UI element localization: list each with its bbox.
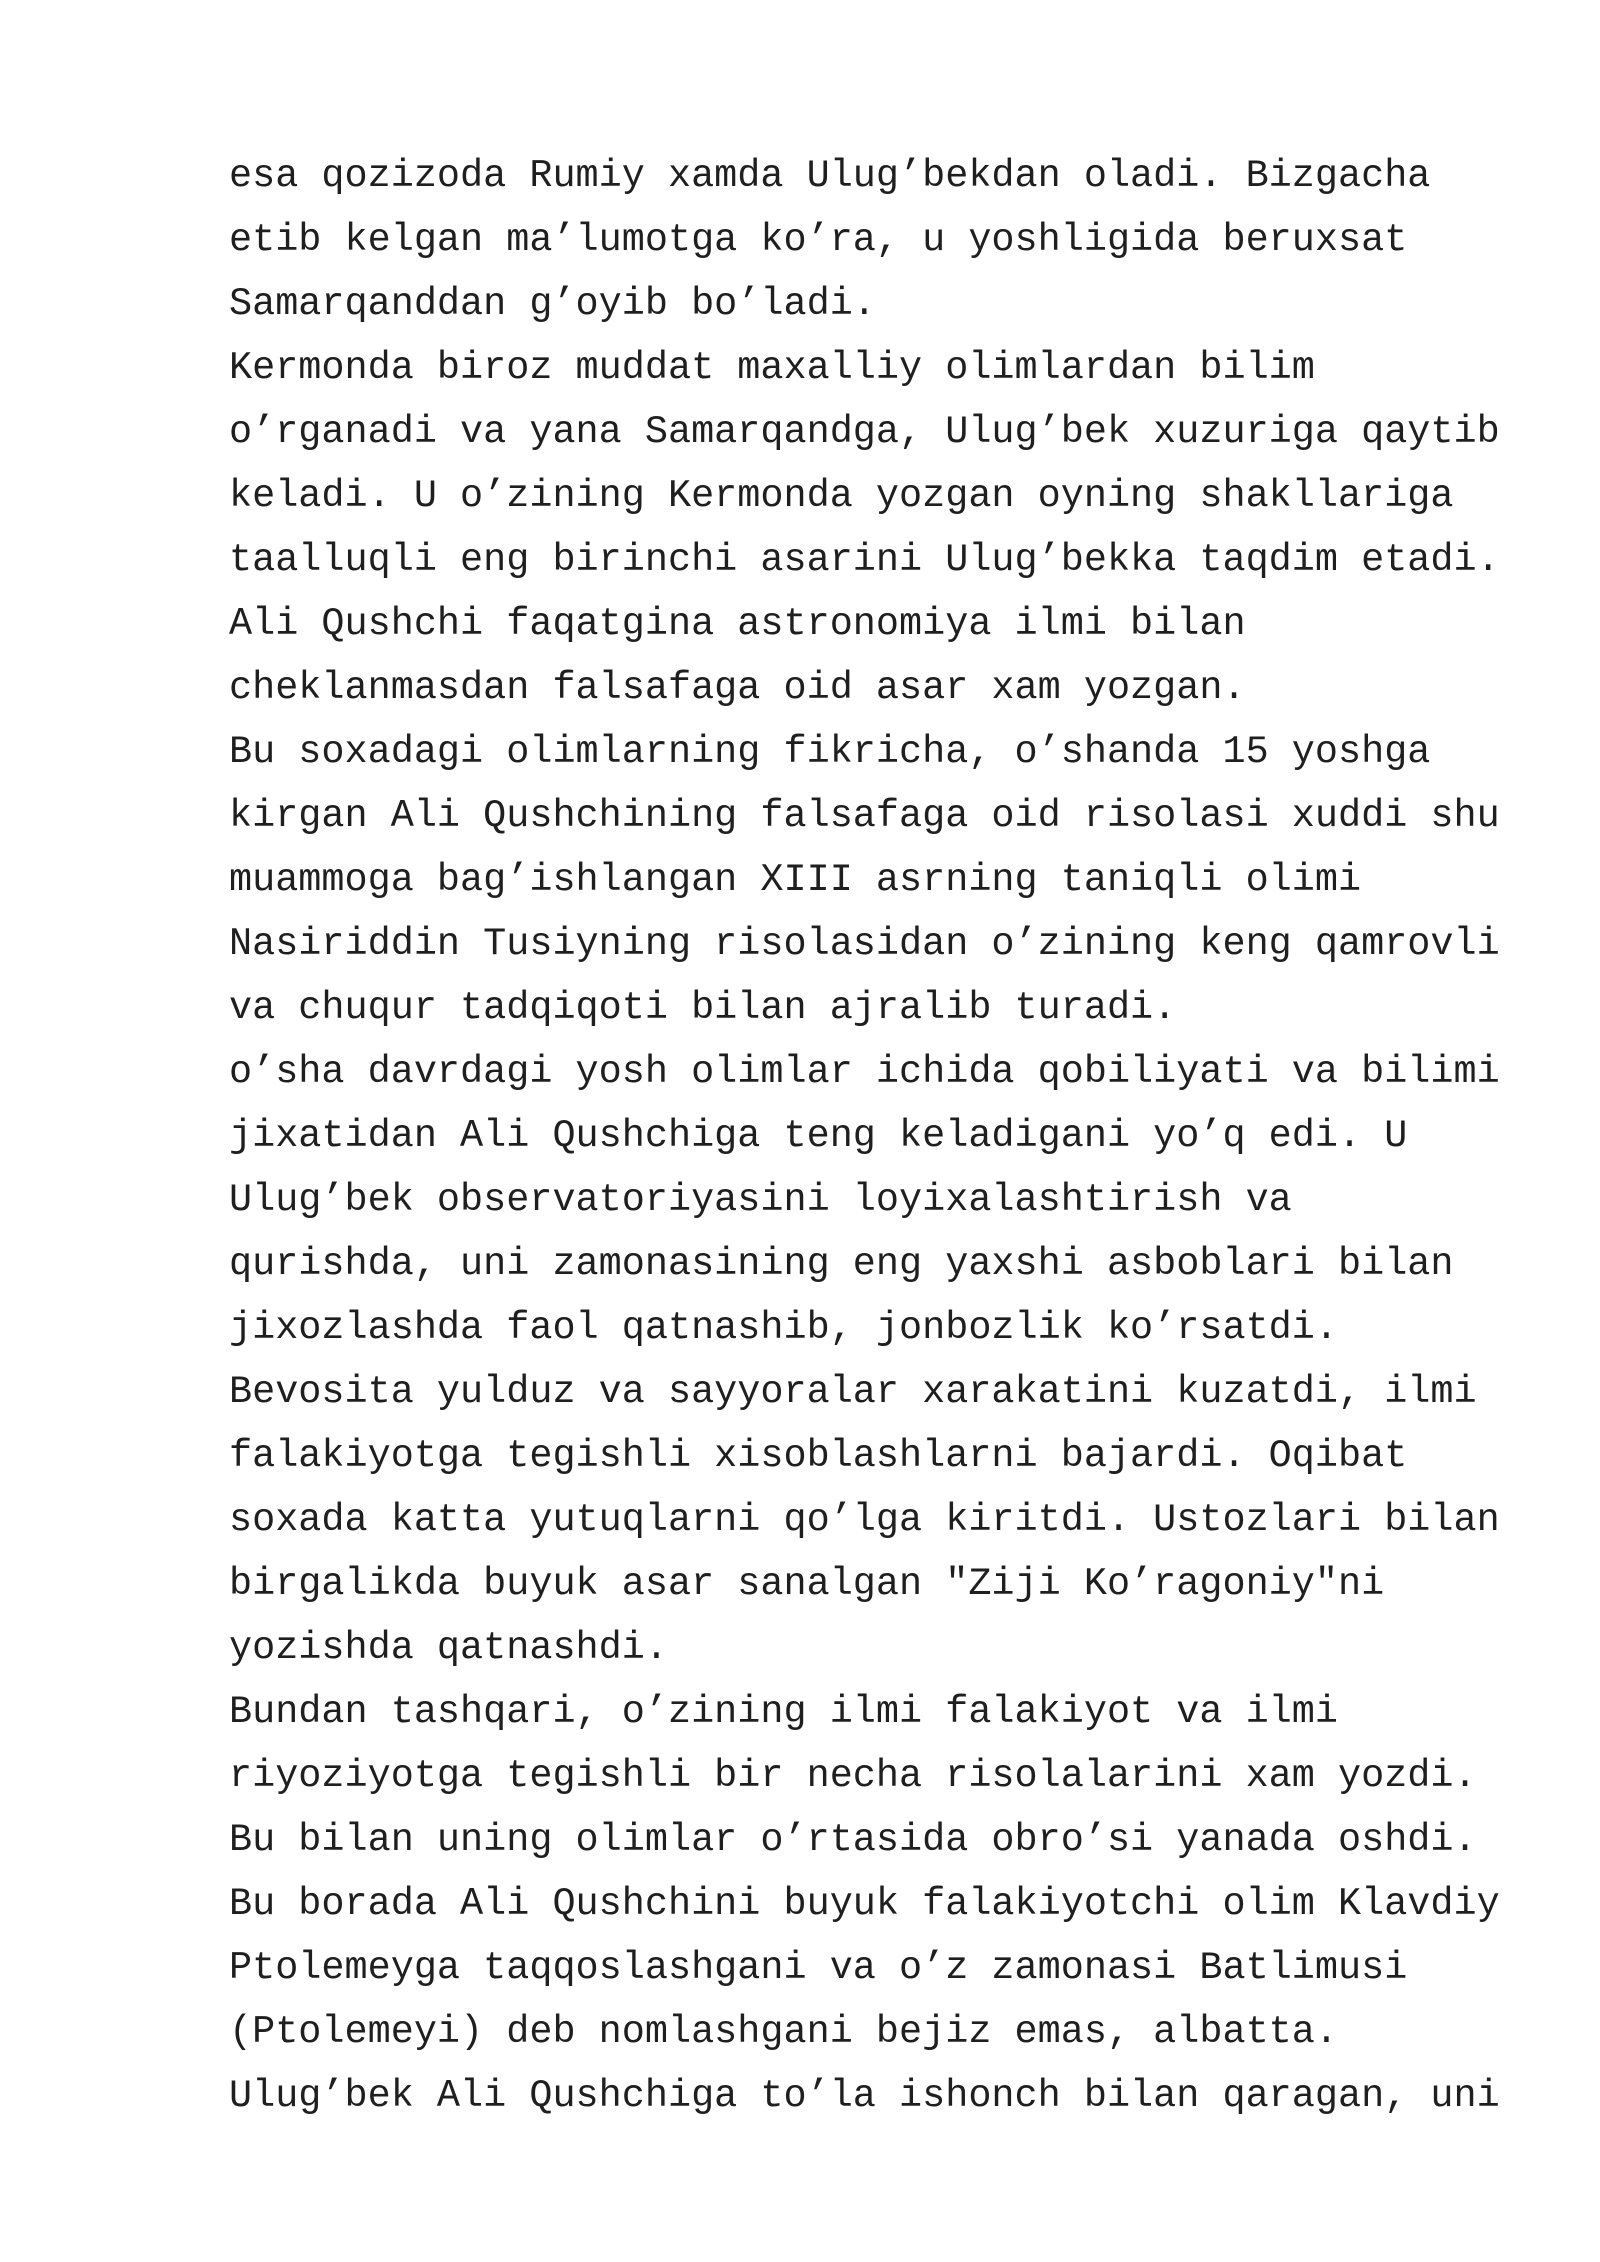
text-line: qurishda, uni zamonasining eng yaxshi asboblari bilan: [229, 1242, 1454, 1286]
text-line: Nasiriddin Tusiyning risolasidan o’zining keng qamrovli: [229, 922, 1500, 966]
text-line: o’rganadi va yana Samarqandga, Ulug’bek xuzuriga qaytib: [229, 410, 1500, 454]
text-line: jixatidan Ali Qushchiga teng keladigani yo’q edi. U: [229, 1114, 1408, 1158]
text-line: Ulug’bek observatoriyasini loyixalashtirish va: [229, 1178, 1292, 1222]
text-line: falakiyotga tegishli xisoblashlarni bajardi. Oqibat: [229, 1434, 1408, 1478]
text-line: riyoziyotga tegishli bir necha risolalarini xam yozdi.: [229, 1754, 1477, 1798]
text-line: taalluqli eng birinchi asarini Ulug’bekka taqdim etadi.: [229, 538, 1500, 582]
text-line: Bu bilan uning olimlar o’rtasida obro’si yanada oshdi.: [229, 1818, 1477, 1862]
text-line: kirgan Ali Qushchining falsafaga oid risolasi xuddi shu: [229, 794, 1500, 838]
text-line: Samarqanddan g’oyib bo’ladi.: [229, 282, 876, 326]
text-line: soxada katta yutuqlarni qo’lga kiritdi. Ustozlari bilan: [229, 1498, 1500, 1542]
text-line: Kermonda biroz muddat maxalliy olimlardan bilim: [229, 346, 1315, 390]
text-line: Ptolemeyga taqqoslashgani va o’z zamonasi Batlimusi: [229, 1946, 1408, 1990]
text-line: jixozlashda faol qatnashib, jonbozlik ko’rsatdi.: [229, 1306, 1338, 1350]
text-line: o’sha davrdagi yosh olimlar ichida qobiliyati va bilimi: [229, 1050, 1500, 1094]
text-line: Bu borada Ali Qushchini buyuk falakiyotchi olim Klavdiy: [229, 1882, 1500, 1926]
text-line: Bevosita yulduz va sayyoralar xarakatini kuzatdi, ilmi: [229, 1370, 1477, 1414]
text-line: etib kelgan ma’lumotga ko’ra, u yoshligida beruxsat: [229, 218, 1408, 262]
text-line: (Ptolemeyi) deb nomlashgani bejiz emas, albatta.: [229, 2010, 1338, 2054]
body-text: [229, 144, 1529, 2128]
text-line: Ulug’bek Ali Qushchiga to’la ishonch bilan qaragan, uni: [229, 2074, 1500, 2118]
text-line: keladi. U o’zining Kermonda yozgan oyning shakllariga: [229, 474, 1454, 518]
text-line: Bundan tashqari, o’zining ilmi falakiyot va ilmi: [229, 1690, 1338, 1734]
text-line: muammoga bag’ishlangan XIII asrning taniqli olimi: [229, 858, 1362, 902]
text-line: Ali Qushchi faqatgina astronomiya ilmi bilan: [229, 602, 1246, 646]
text-line: yozishda qatnashdi.: [229, 1626, 668, 1670]
text-line: Bu soxadagi olimlarning fikricha, o’shanda 15 yoshga: [229, 730, 1431, 774]
text-line: birgalikda buyuk asar sanalgan "Ziji Ko’ragoniy"ni: [229, 1562, 1385, 1606]
text-line: cheklanmasdan falsafaga oid asar xam yozgan.: [229, 666, 1246, 710]
text-line: esa qozizoda Rumiy xamda Ulug’bekdan oladi. Bizgacha: [229, 154, 1431, 198]
text-line: va chuqur tadqiqoti bilan ajralib turadi.: [229, 986, 1177, 1030]
